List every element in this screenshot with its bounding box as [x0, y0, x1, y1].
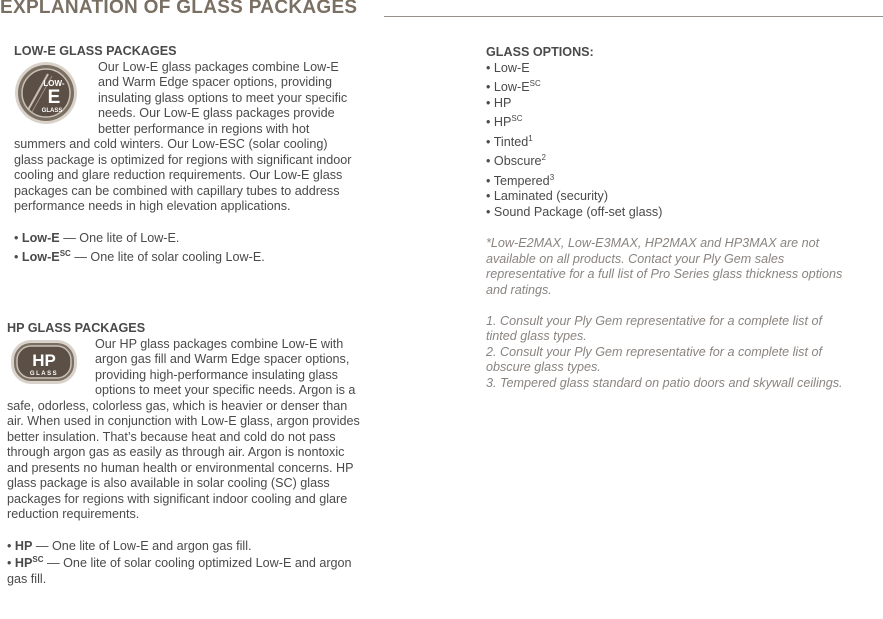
hp-item-sup: SC: [32, 555, 44, 564]
hp-item-desc: — One lite of solar cooling optimized Low-E and argon gas fill.: [7, 556, 352, 586]
hp-badge-bottom: GLASS: [29, 370, 59, 377]
lowe-glass-badge-icon: [14, 60, 98, 126]
option-text: Low-E: [493, 60, 530, 75]
option-text: Sound Package (off-set glass): [493, 204, 663, 219]
footnote-2: 2. Consult your Ply Gem representative for a complete list of obscure glass types.: [486, 344, 822, 374]
lowe-badge-bottom: GLASS: [41, 107, 63, 114]
hp-item-name: HP: [14, 538, 33, 553]
list-item: • Obscure$^2$: [486, 153, 546, 168]
list-item: • Low-$E^{SC}$: [486, 79, 541, 94]
option-text: Tempered: [493, 173, 550, 188]
hp-badge-top: HP: [32, 350, 56, 370]
availability-note: *Low-E2MAX, Low-E3MAX, HP2MAX and HP3MAX are not available on all products. Contact your Ply Gem sales representative for a full list of Pro Series glass thickness options and ratings.: [486, 236, 843, 297]
hp-heading: HP GLASS PACKAGES: [7, 321, 146, 335]
list-item: • $HP^{SC}$: [486, 114, 523, 129]
lowe-badge-top: LOW-: [43, 78, 65, 88]
hp-item-name: HP: [14, 556, 33, 570]
list-item: • Low-E — One lite of Low-E.: [14, 230, 180, 245]
list-item: • Sound Package (off-set glass): [486, 204, 663, 219]
lowe-item-sup: SC: [59, 249, 71, 258]
lowe-item-name: Low-E: [21, 230, 60, 245]
option-sup: 3: [549, 172, 555, 182]
hp-list: [7, 539, 367, 588]
list-item: • Tempered$^3$: [486, 172, 555, 188]
glass-options-heading: GLASS OPTIONS:: [486, 45, 594, 59]
lowe-badge-letter: E: [47, 86, 61, 108]
lowe-section: [14, 44, 354, 266]
glass-options-list: [486, 61, 858, 221]
list-item: • Low-E: [486, 60, 530, 75]
list-item: • $HP^{SC}$ — One lite of solar cooling optimized Low-E and argon gas fill.: [7, 555, 352, 586]
option-text: Obscure: [493, 154, 542, 168]
list-item: • HP: [486, 95, 512, 110]
option-sup: SC: [529, 79, 541, 88]
lowe-heading: LOW-E GLASS PACKAGES: [14, 44, 177, 58]
option-text: HP: [493, 95, 512, 110]
lowe-body: Our Low-E glass packages combine Low-E and Warm Edge spacer options, providing insulating glass options to meet your specific needs. Our Low-E glass packages provide better performance in regions with hot summers and cold winters. Our Low-ESC (solar cooling) glass package is optimized for regions with significant indoor cooling and glare reduction requirements. Our Low-E glass packages can be combined with capillary tubes to address performance needs in high elevation applications.: [14, 59, 352, 213]
footnote-1: 1. Consult your Ply Gem representative for a complete list of tinted glass types.: [486, 313, 822, 343]
hp-section: [7, 321, 367, 587]
list-item: • Low-$E^{SC}$ — One lite of solar cooling Low-E.: [14, 249, 265, 264]
option-text: Laminated (security): [493, 189, 609, 203]
list-item: • HP — One lite of Low-E and argon gas fill.: [7, 538, 252, 553]
lowe-item-desc: — One lite of Low-E.: [63, 230, 180, 245]
hp-glass-badge-icon: [7, 337, 95, 387]
option-sup: SC: [511, 114, 523, 123]
title-rule: [384, 16, 883, 17]
list-item: • Laminated (security): [486, 189, 609, 203]
lowe-item-name: Low-E: [21, 250, 60, 264]
glass-options-section: [486, 45, 858, 391]
lowe-list: [14, 231, 354, 266]
option-text: HP: [493, 115, 512, 129]
list-item: • Tinted$^1$: [486, 133, 533, 149]
option-text: Low-E: [493, 80, 530, 94]
option-sup: 2: [541, 153, 546, 162]
page-title: EXPLANATION OF GLASS PACKAGES: [0, 0, 358, 18]
hp-item-desc: — One lite of Low-E and argon gas fill.: [35, 538, 252, 553]
glass-options-notes: [486, 236, 854, 391]
lowe-item-desc: — One lite of solar cooling Low-E.: [74, 250, 265, 264]
hp-body: Our HP glass packages combine Low-E with argon gas fill and Warm Edge spacer options, providing high-performance insulating glass options to meet your specific needs. Argon is a safe, odorless, colorless gas, which is heavier or denser than air. When used in conjunction with Low-E glass, argon provides better insulation. That’s because heat and cold do not pass through argon gas as easily as through air. Argon is nontoxic and presents no human health or environmental concerns. HP glass package is also available in solar cooling (SC) glass packages for regions with significant indoor cooling and glare reduction requirements.: [7, 336, 360, 521]
option-text: Tinted: [493, 134, 529, 149]
option-sup: 1: [528, 133, 533, 143]
footnote-3: 3. Tempered glass standard on patio doors and skywall ceilings.: [486, 375, 843, 390]
